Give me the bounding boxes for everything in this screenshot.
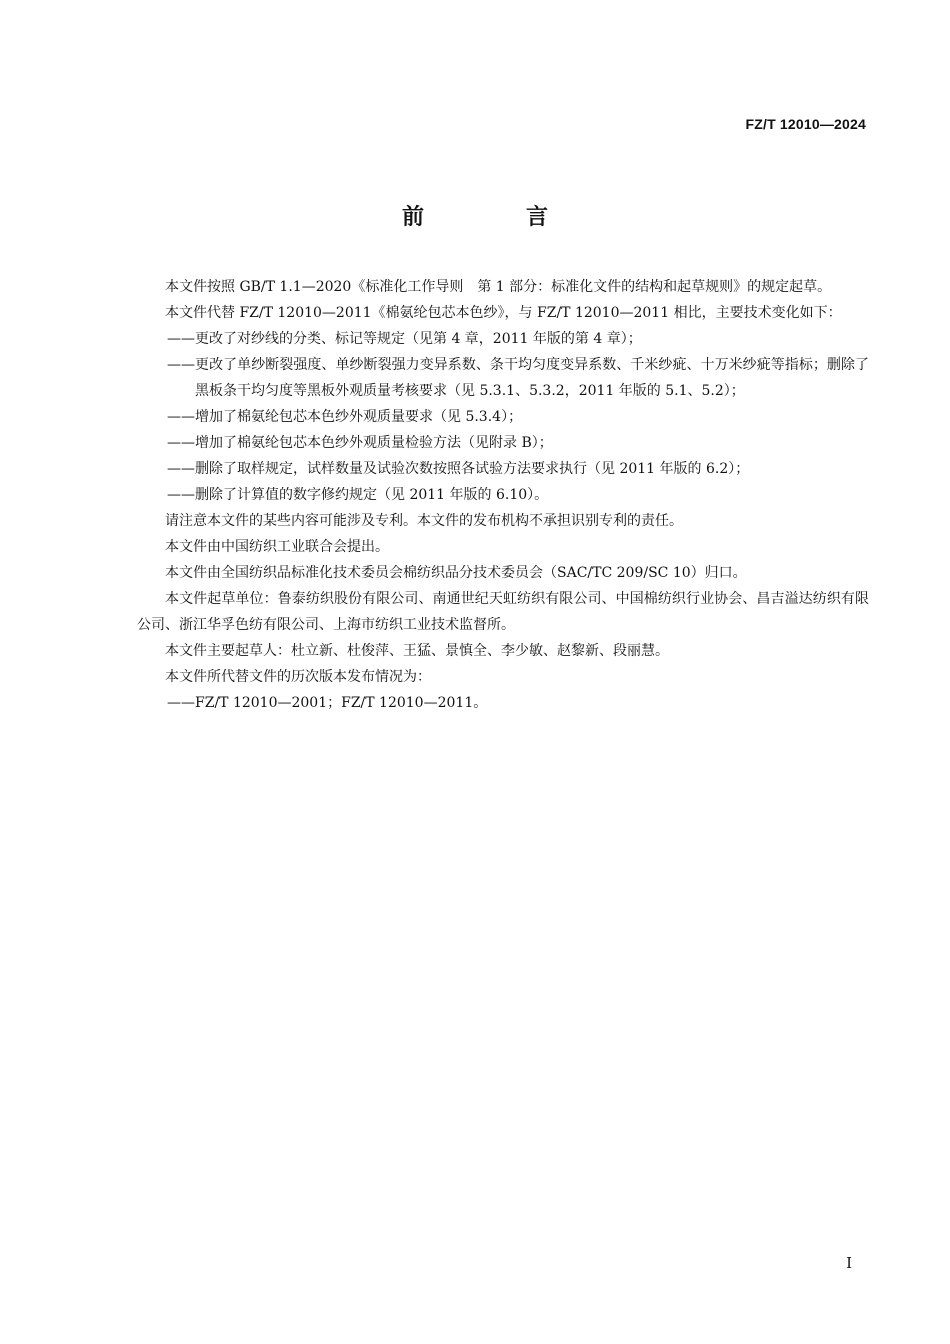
paragraph-drafting-rules: 本文件按照 GB/T 1.1—2020《标准化工作导则 第 1 部分：标准化文件的结构和起草规则》的规定起草。 bbox=[165, 279, 832, 295]
history-item: ——FZ/T 12010—2001；FZ/T 12010—2011。 bbox=[167, 695, 488, 711]
standard-code: FZ/T 12010—2024 bbox=[745, 116, 866, 132]
paragraph-under-jurisdiction: 本文件由全国纺织品标准化技术委员会棉纺织品分技术委员会（SAC/TC 209/SC 10）归口。 bbox=[165, 565, 747, 581]
change-item-indicators: ——更改了单纱断裂强度、单纱断裂强力变异系数、条干均匀度变异系数、千米纱疵、十万米纱疵等指标；删除了黑板条干均匀度等黑板外观质量考核要求（见 5.3.1、5.3.2，2011 年版的 5.1、5.2）； bbox=[167, 357, 869, 399]
paragraph-drafters: 本文件主要起草人：杜立新、杜俊萍、王猛、景慎全、李少敏、赵黎新、段丽慧。 bbox=[165, 643, 669, 659]
page-title: 前 言 bbox=[401, 205, 588, 230]
change-item-rounding: ——删除了计算值的数字修约规定（见 2011 年版的 6.10）。 bbox=[167, 487, 549, 503]
paragraph-drafting-units: 本文件起草单位：鲁泰纺织股份有限公司、南通世纪天虹纺织有限公司、中国棉纺织行业协会、昌吉溢达纺织有限公司、浙江华孚色纺有限公司、上海市纺织工业技术监督所。 bbox=[137, 591, 869, 633]
change-item-sampling: ——删除了取样规定，试样数量及试验次数按照各试验方法要求执行（见 2011 年版的 6.2）； bbox=[167, 461, 750, 477]
paragraph-patent-notice: 请注意本文件的某些内容可能涉及专利。本文件的发布机构不承担识别专利的责任。 bbox=[165, 513, 683, 529]
document-body bbox=[137, 274, 869, 716]
paragraph-history-intro: 本文件所代替文件的历次版本发布情况为： bbox=[165, 669, 431, 685]
page-number: I bbox=[846, 1254, 852, 1272]
paragraph-proposed-by: 本文件由中国纺织工业联合会提出。 bbox=[165, 539, 389, 555]
change-item-appearance-test-method: ——增加了棉氨纶包芯本色纱外观质量检验方法（见附录 B）； bbox=[167, 435, 553, 451]
change-item-classification: ——更改了对纱线的分类、标记等规定（见第 4 章，2011 年版的第 4 章）； bbox=[167, 331, 642, 347]
change-item-appearance-requirement: ——增加了棉氨纶包芯本色纱外观质量要求（见 5.3.4）； bbox=[167, 409, 523, 425]
paragraph-replaces: 本文件代替 FZ/T 12010—2011《棉氨纶包芯本色纱》，与 FZ/T 12010—2011 相比，主要技术变化如下： bbox=[165, 305, 842, 321]
